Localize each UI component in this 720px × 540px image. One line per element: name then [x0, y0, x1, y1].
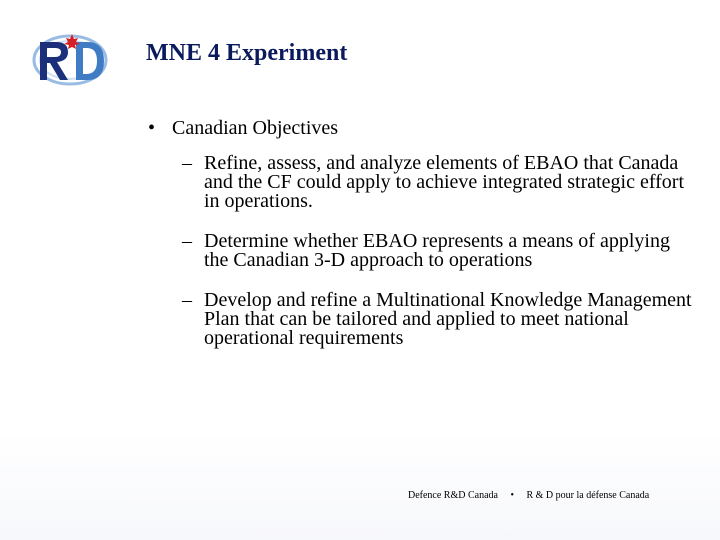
sub-bullet-item — [182, 291, 708, 348]
footer-right: R & D pour la défense Canada — [526, 490, 650, 501]
sub-bullet-marker: – — [182, 289, 192, 311]
rd-logo-icon — [30, 30, 110, 88]
footer-separator: • — [510, 490, 514, 501]
sub-bullet-item — [182, 154, 708, 211]
sub-bullet-item — [182, 232, 708, 270]
sub-bullet-text: Determine whether EBAO represents a means of applying the Canadian 3-D approach to operations — [204, 230, 670, 271]
bullet-marker: • — [148, 117, 156, 139]
footer-left: Defence R&D Canada — [408, 490, 498, 501]
sub-bullet-text: Refine, assess, and analyze elements of EBAO that Canada and the CF could apply to achieve integrated strategic effort in operations. — [204, 152, 685, 212]
footer — [408, 490, 649, 501]
bullet-text: Canadian Objectives — [172, 117, 339, 139]
bullet-main — [148, 116, 708, 140]
slide-content — [148, 116, 708, 369]
sub-bullet-text: Develop and refine a Multinational Knowledge Management Plan that can be tailored and applied to meet national operational requirements — [204, 289, 692, 349]
sub-bullet-marker: – — [182, 152, 192, 174]
sub-bullet-list — [182, 154, 708, 348]
sub-bullet-marker: – — [182, 230, 192, 252]
page-title: MNE 4 Experiment — [146, 40, 348, 66]
